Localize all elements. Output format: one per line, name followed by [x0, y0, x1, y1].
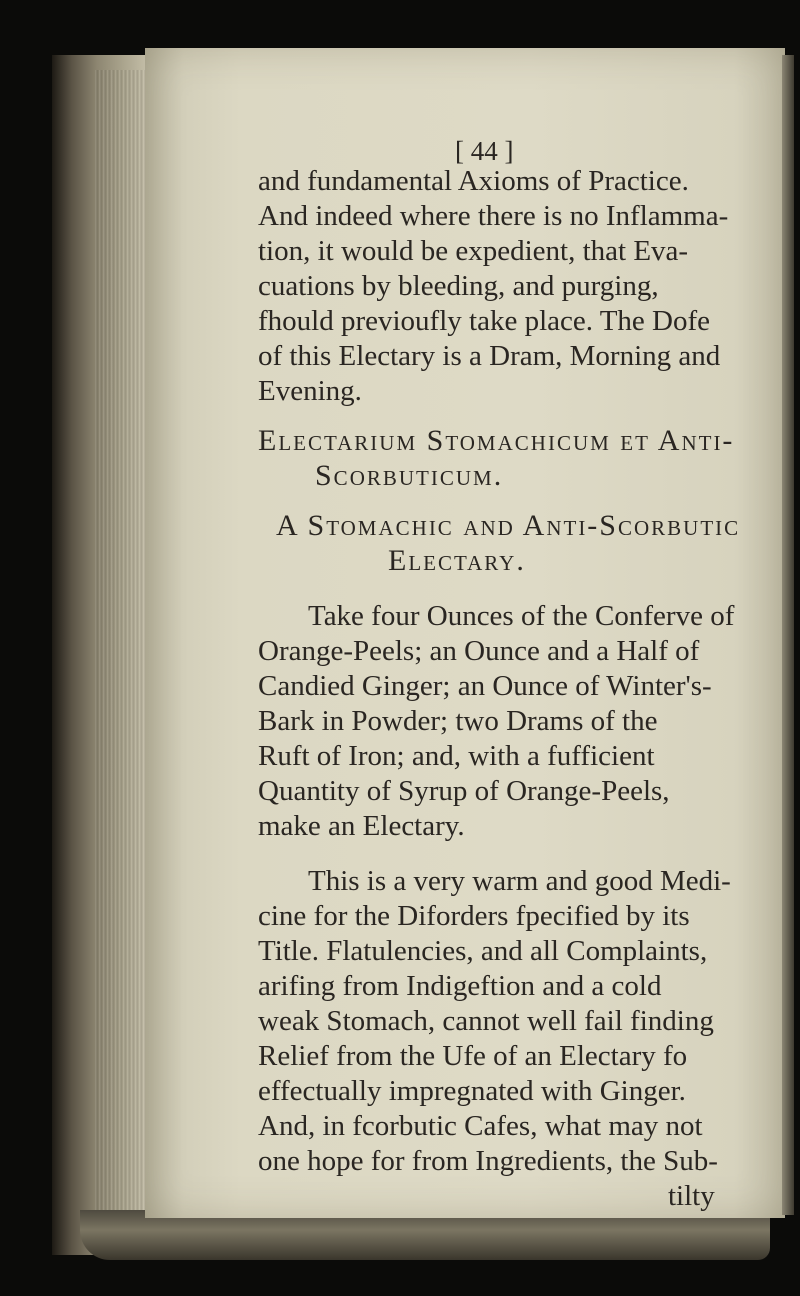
text-line: Ruft of Iron; and, with a fufficient — [258, 740, 655, 772]
text-line: tion, it would be expedient, that Eva- — [258, 235, 689, 267]
text-line: And, in fcorbutic Cafes, what may not — [258, 1110, 703, 1142]
english-heading-line: A Stomachic and Anti-Scorbutic — [276, 509, 741, 542]
page-number: [ 44 ] — [455, 136, 514, 166]
text-line: weak Stomach, cannot well fail finding — [258, 1005, 714, 1037]
text-line: This is a very warm and good Medi- — [308, 865, 731, 897]
text-line: Quantity of Syrup of Orange-Peels, — [258, 775, 670, 807]
catchword: tilty — [668, 1180, 715, 1212]
page-right-edge — [782, 55, 794, 1215]
text-line: Evening. — [258, 375, 362, 407]
text-line: cuations by bleeding, and purging, — [258, 270, 659, 302]
text-line: And indeed where there is no Inflamma- — [258, 200, 729, 232]
text-line: arifing from Indigeftion and a cold — [258, 970, 662, 1002]
text-line: Title. Flatulencies, and all Complaints, — [258, 935, 708, 967]
text-line: cine for the Diforders fpecified by its — [258, 900, 690, 932]
latin-heading-line: Electarium Stomachicum et Anti- — [258, 424, 735, 457]
text-line: of this Electary is a Dram, Morning and — [258, 340, 721, 372]
text-line: Take four Ounces of the Conferve of — [308, 600, 735, 632]
english-heading-line: Electary. — [388, 544, 526, 577]
text-line: Orange-Peels; an Ounce and a Half of — [258, 635, 700, 667]
text-line: and fundamental Axioms of Practice. — [258, 165, 689, 197]
text-line: Candied Ginger; an Ounce of Winter's- — [258, 670, 712, 702]
text-line: make an Electary. — [258, 810, 465, 842]
page-edges — [95, 70, 150, 1240]
text-line: fhould previoufly take place. The Dofe — [258, 305, 711, 337]
text-line: effectually impregnated with Ginger. — [258, 1075, 686, 1107]
text-line: Relief from the Ufe of an Electary fo — [258, 1040, 688, 1072]
latin-heading-line: Scorbuticum. — [315, 459, 504, 492]
text-line: one hope for from Ingredients, the Sub- — [258, 1145, 718, 1177]
text-line: Bark in Powder; two Drams of the — [258, 705, 658, 737]
